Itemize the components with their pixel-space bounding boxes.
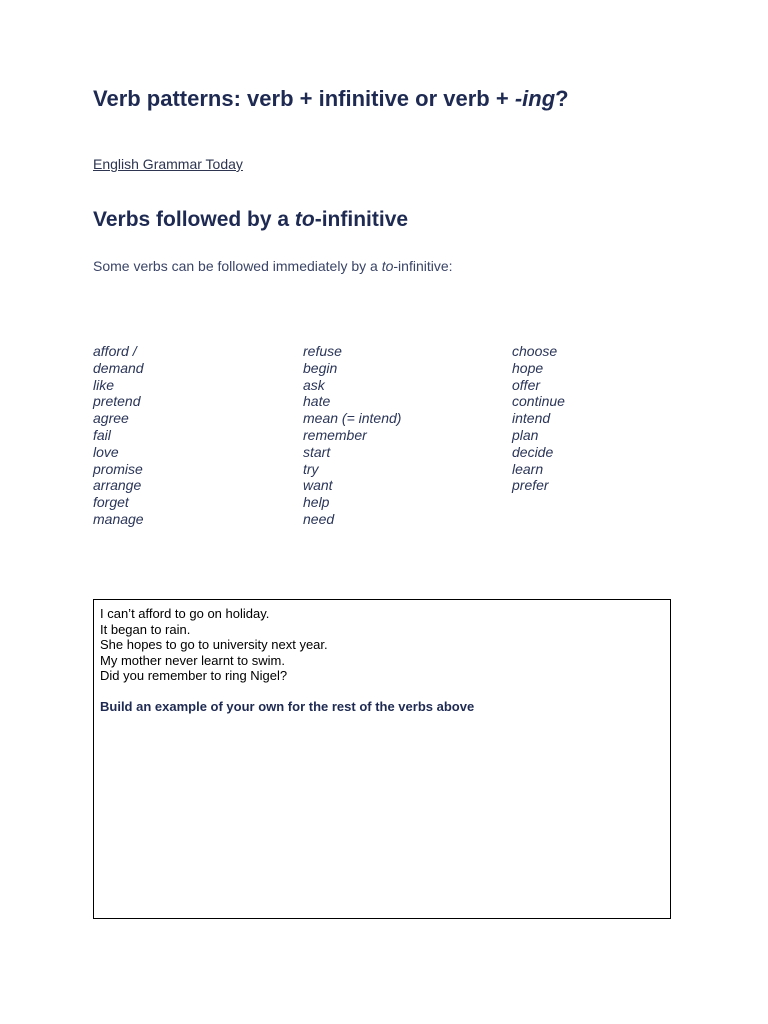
intro-suffix: -infinitive:	[393, 258, 453, 274]
section-heading-suffix: -infinitive	[314, 208, 409, 231]
verb-item: want	[303, 477, 333, 494]
verb-item: remember	[303, 426, 367, 443]
verb-item: mean (= intend)	[303, 410, 402, 427]
intro-text	[93, 258, 453, 274]
verb-item: offer	[512, 376, 541, 393]
verb-item: intend	[512, 410, 551, 427]
verb-item: ask	[303, 376, 325, 393]
example-sentence: It began to rain.	[100, 621, 191, 637]
example-list	[100, 606, 664, 684]
verb-item: need	[303, 510, 335, 527]
example-sentence: My mother never learnt to swim.	[100, 652, 285, 668]
task-instruction: Build an example of your own for the rest of the verbs above	[100, 698, 475, 714]
intro-italic: to	[381, 258, 394, 274]
example-sentence: She hopes to go to university next year.	[100, 637, 328, 652]
page-title	[93, 86, 569, 112]
verb-column-2	[303, 343, 401, 528]
verb-item: promise	[93, 460, 143, 477]
section-heading-italic: to	[294, 208, 315, 231]
example-box	[93, 599, 671, 919]
verb-item: hope	[512, 359, 544, 376]
verb-column-3	[512, 343, 565, 494]
source-link[interactable]: English Grammar Today	[93, 156, 243, 172]
verb-item: agree	[93, 410, 129, 427]
verb-item: learn	[512, 460, 544, 477]
example-sentence: I can’t afford to go on holiday.	[100, 606, 270, 621]
verb-item: start	[303, 443, 331, 460]
verb-column-1	[93, 343, 144, 528]
section-heading-text: Verbs followed by a	[93, 208, 295, 231]
verb-item: fail	[93, 426, 111, 443]
verb-item: manage	[93, 510, 144, 527]
verb-item: pretend	[93, 393, 141, 410]
verb-item: plan	[512, 426, 539, 443]
verb-item: continue	[512, 393, 565, 410]
verb-item: begin	[303, 359, 338, 376]
verb-item: help	[303, 494, 330, 511]
verb-item: forget	[93, 494, 129, 511]
verb-item: afford /	[93, 343, 137, 359]
title-italic: -ing	[514, 86, 556, 111]
verb-item: arrange	[93, 477, 142, 494]
title-suffix: ?	[555, 86, 569, 111]
intro-prefix: Some verbs can be followed immediately by a	[93, 258, 382, 274]
title-text: Verb patterns: verb + infinitive or verb +	[93, 86, 515, 111]
verb-item: hate	[303, 393, 331, 410]
verb-item: choose	[512, 343, 558, 359]
verb-item: try	[303, 460, 319, 477]
verb-item: prefer	[512, 477, 549, 494]
verb-item: refuse	[303, 343, 342, 359]
verb-item: demand	[93, 359, 144, 376]
verb-item: decide	[512, 443, 554, 460]
verb-item: love	[93, 443, 119, 460]
verb-item: like	[93, 376, 115, 393]
section-heading	[93, 208, 408, 232]
example-sentence: Did you remember to ring Nigel?	[100, 668, 288, 683]
